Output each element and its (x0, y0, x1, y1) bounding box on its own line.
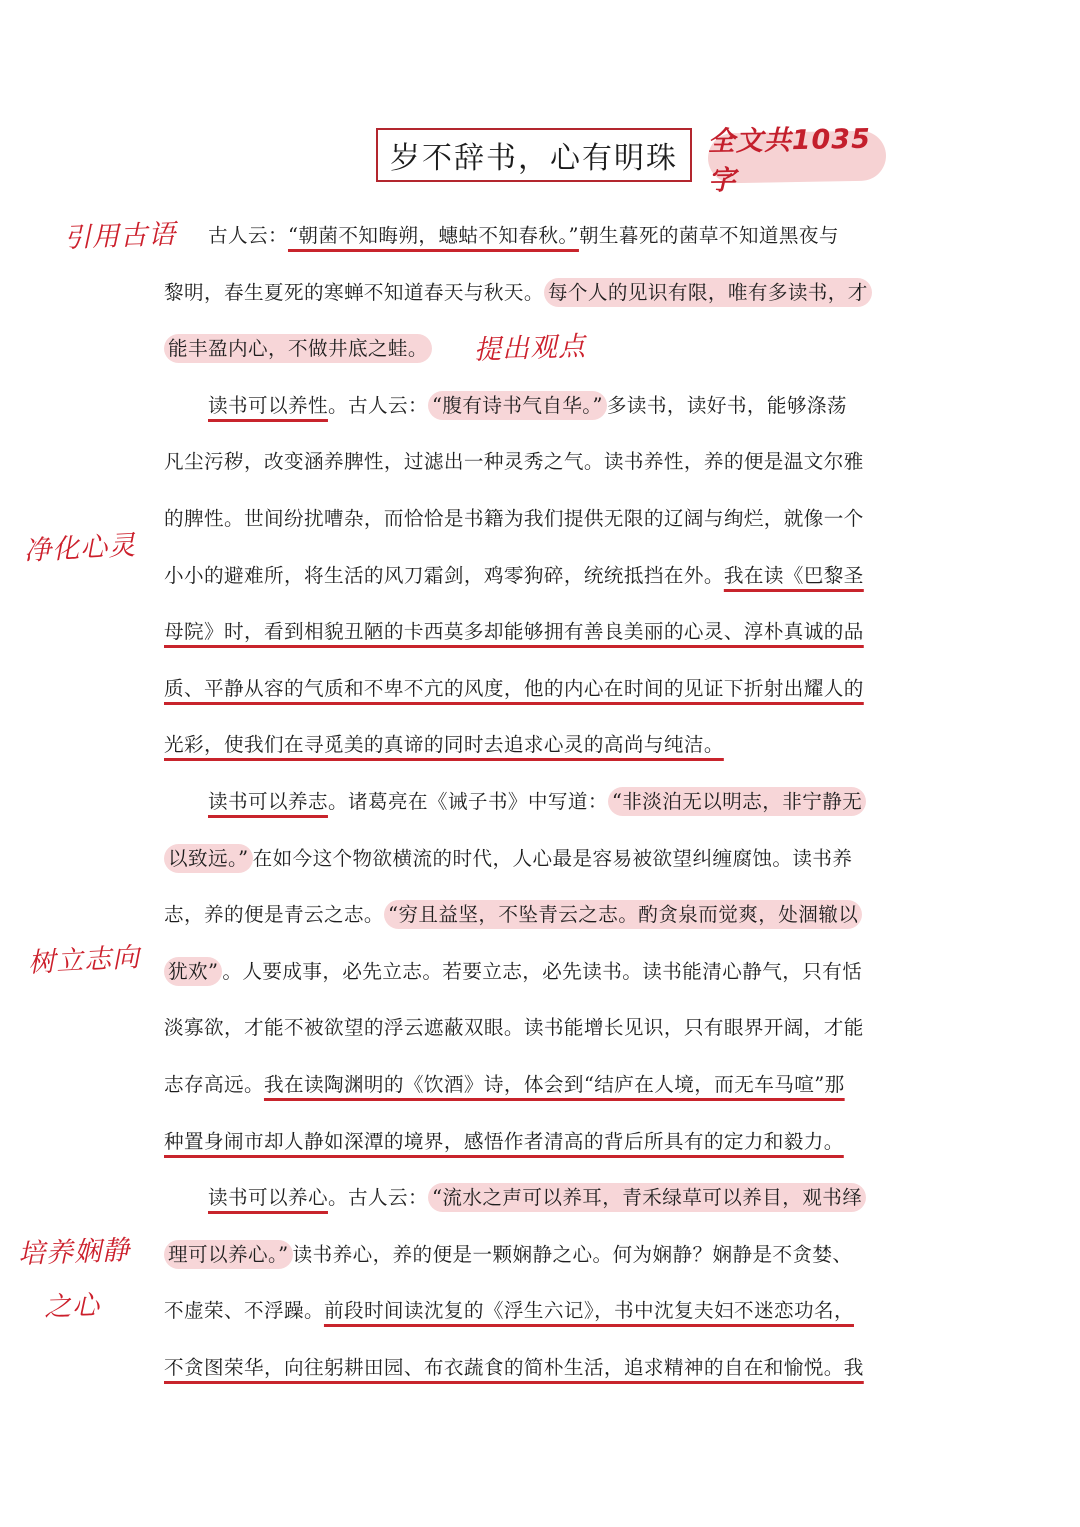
underlined-text: 我在读《巴黎圣 (723, 563, 864, 587)
text-segment: 凡尘污秽，改变涵养脾性，过滤出一种灵秀之气。读书养性，养的便是温文尔雅 (164, 450, 864, 474)
text-segment: 黎明，春生夏死的寒蝉不知道春天与秋天。 (164, 280, 544, 304)
margin-note-noble-aspiration: 树立志向 (27, 942, 141, 979)
text-line (164, 331, 924, 367)
text-segment: 读书养心，养的便是一颗娴静之心。何为娴静？娴静是不贪婪、 (292, 1242, 853, 1266)
text-line (164, 1350, 924, 1386)
margin-note-raise-viewpoint: 提出观点 (473, 331, 587, 366)
essay-title: 岁不辞书，心有明珠 (376, 128, 692, 182)
text-segment: 。诸葛亮在《诫子书》中写道： (327, 790, 608, 813)
underlined-text: 母院》时，看到相貌丑陋的卡西莫多却能够拥有善良美丽的心灵、淳朴真诚的品 (164, 620, 864, 644)
text-segment: 小小的避难所，将生活的风刀霜剑，鸡零狗碎，统统抵挡在外。 (164, 563, 724, 587)
margin-note-quote-ancient: 引用古语 (63, 219, 177, 254)
underlined-text: 光彩，使我们在寻觅美的真谛的同时去追求心灵的高尚与纯洁。 (164, 733, 724, 757)
word-count-note: 全文共1035字 (708, 130, 887, 183)
text-line (164, 444, 924, 480)
text-line (164, 1237, 924, 1273)
underlined-text: 我在读陶渊明的《饮酒》诗，体会到“结庐在人境，而无车马喧”那 (263, 1073, 845, 1096)
text-segment: 淡寡欲，才能不被欲望的浮云遮蔽双眼。读书能增长见识，只有眼界开阔，才能 (164, 1016, 864, 1040)
text-line (164, 218, 924, 254)
text-segment: 。古人云： (327, 1186, 428, 1210)
text-segment: 多读书，读好书，能够涤荡 (606, 393, 847, 417)
text-line (164, 1180, 924, 1216)
highlighted-text: 理可以养心。” (164, 1240, 293, 1269)
highlighted-text: 犹欢” (164, 957, 222, 986)
underlined-text: 前段时间读沈复的《浮生六记》，书中沈复夫妇不迷恋功名， (323, 1299, 854, 1323)
text-segment: 不虚荣、不浮躁。 (164, 1299, 324, 1323)
text-line (164, 784, 924, 820)
text-segment: 的脾性。世间纷扰嘈杂，而恰恰是书籍为我们提供无限的辽阔与绚烂，就像一个 (164, 507, 864, 530)
text-line (164, 558, 924, 594)
text-line (164, 614, 924, 650)
highlighted-text: “流水之声可以养耳，青禾绿草可以养目，观书绎 (428, 1183, 866, 1212)
highlighted-text: 以致远。” (164, 844, 253, 873)
text-line (164, 275, 924, 311)
text-line (164, 671, 924, 707)
text-line (164, 897, 924, 933)
text-line (164, 1124, 924, 1160)
underlined-text: 种置身闹市却人静如深潭的境界，感悟作者清高的背后所具有的定力和毅力。 (164, 1129, 844, 1153)
text-segment: 古人云： (208, 224, 288, 247)
highlighted-text: 能丰盈内心，不做井底之蛙。 (164, 334, 432, 363)
text-line (164, 841, 924, 877)
margin-note-purify-soul: 净化心灵 (23, 530, 137, 567)
margin-note-cultivate-calm: 培养娴静 (17, 1235, 131, 1270)
text-line (164, 954, 924, 990)
text-segment: 在如今这个物欲横流的时代，人心最是容易被欲望纠缠腐蚀。读书养 (252, 846, 853, 870)
margin-note-cultivate-calm-2: 之心 (43, 1290, 101, 1323)
highlighted-text: “穷且益坚，不坠青云之志。酌贪泉而觉爽，处涸辙以 (384, 900, 862, 929)
text-line (164, 1010, 924, 1046)
underlined-text: 读书可以养性 (208, 393, 328, 417)
underlined-text: 读书可以养志 (208, 790, 328, 813)
underlined-text: 质、平静从容的气质和不卑不亢的风度，他的内心在时间的见证下折射出耀人的 (164, 676, 864, 700)
text-segment: 。古人云： (327, 393, 428, 417)
text-line (164, 1067, 924, 1103)
text-segment: 志存高远。 (164, 1073, 264, 1096)
highlighted-text: 每个人的见识有限，唯有多读书，才 (544, 278, 872, 307)
underlined-text: 不贪图荣华，向往躬耕田园、布衣蔬食的简朴生活，追求精神的自在和愉悦。我 (164, 1356, 864, 1379)
text-segment: 。人要成事，必先立志。若要立志，必先读书。读书能清心静气，只有恬 (222, 959, 863, 983)
text-segment: 朝生暮死的菌草不知道黑夜与 (578, 224, 839, 247)
underlined-text: “朝菌不知晦朔，蟪蛄不知春秋。” (287, 224, 579, 247)
text-line (164, 1293, 924, 1329)
text-line (164, 388, 924, 424)
text-line (164, 501, 924, 537)
text-line (164, 727, 924, 763)
highlighted-text: “腹有诗书气自华。” (428, 391, 607, 420)
text-segment: 志，养的便是青云之志。 (164, 903, 384, 927)
underlined-text: 读书可以养心 (208, 1186, 328, 1210)
highlighted-text: “非淡泊无以明志，非宁静无 (608, 787, 866, 816)
